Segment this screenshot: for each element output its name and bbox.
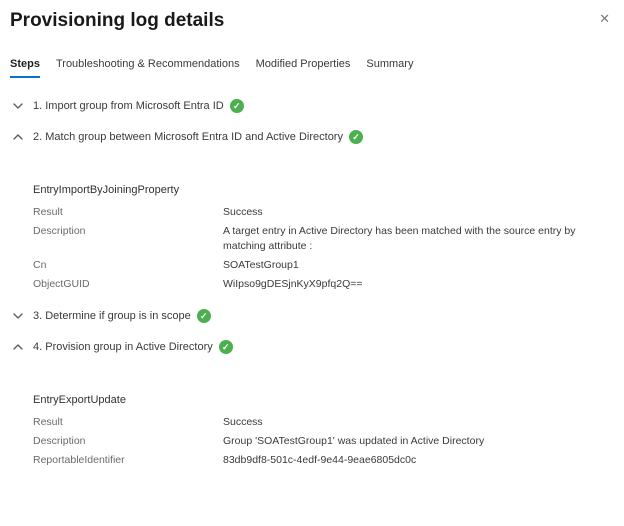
step-label: 4. Provision group in Active Directory xyxy=(33,341,213,353)
detail-row-objectguid xyxy=(33,277,624,292)
step-row-4[interactable] xyxy=(0,339,624,355)
detail-label: ReportableIdentifier xyxy=(33,454,125,466)
step-label: 1. Import group from Microsoft Entra ID xyxy=(33,100,224,112)
detail-label: Result xyxy=(33,416,63,428)
page-title: Provisioning log details xyxy=(10,10,225,31)
chevron-down-icon[interactable] xyxy=(12,310,24,322)
chevron-down-icon[interactable] xyxy=(12,100,24,112)
tab-summary[interactable]: Summary xyxy=(366,58,414,70)
detail-row-description xyxy=(33,434,624,449)
detail-label: ObjectGUID xyxy=(33,278,90,290)
success-check-icon: ✓ xyxy=(349,130,363,144)
success-check-icon: ✓ xyxy=(197,309,211,323)
detail-label: Result xyxy=(33,206,63,218)
detail-value: Group 'SOATestGroup1' was updated in Active Directory xyxy=(223,435,485,447)
tab-steps[interactable]: Steps xyxy=(10,58,40,78)
step-4-detail xyxy=(33,393,624,468)
detail-heading: EntryExportUpdate xyxy=(33,394,126,406)
chevron-up-icon[interactable] xyxy=(12,131,24,143)
panel-header xyxy=(0,0,624,33)
detail-value: SOATestGroup1 xyxy=(223,259,299,271)
step-label: 2. Match group between Microsoft Entra ID and Active Directory xyxy=(33,131,343,143)
detail-value: A target entry in Active Directory has been matched with the source entry by matching attribute : xyxy=(223,225,576,252)
step-label: 3. Determine if group is in scope xyxy=(33,310,191,322)
tab-troubleshooting-recommendations[interactable]: Troubleshooting & Recommendations xyxy=(55,58,240,70)
success-check-icon: ✓ xyxy=(230,99,244,113)
chevron-up-icon[interactable] xyxy=(12,341,24,353)
detail-row-cn xyxy=(33,258,624,273)
step-row-1[interactable] xyxy=(0,98,624,114)
step-row-3[interactable] xyxy=(0,308,624,324)
tab-modified-properties[interactable]: Modified Properties xyxy=(255,58,351,70)
detail-heading: EntryImportByJoiningProperty xyxy=(33,184,180,196)
detail-value: Success xyxy=(223,416,263,428)
detail-row-description xyxy=(33,224,624,254)
detail-row-reportableidentifier xyxy=(33,453,624,468)
success-check-icon: ✓ xyxy=(219,340,233,354)
step-row-2[interactable] xyxy=(0,129,624,145)
step-2-detail xyxy=(33,183,624,292)
close-icon[interactable]: ✕ xyxy=(599,11,610,26)
detail-value: 83db9df8-501c-4edf-9e44-9eae6805dc0c xyxy=(223,454,417,466)
detail-label: Description xyxy=(33,435,86,447)
detail-value: Success xyxy=(223,206,263,218)
detail-label: Cn xyxy=(33,259,47,271)
detail-row-result xyxy=(33,205,624,220)
steps-list xyxy=(0,98,624,468)
detail-value: WiIpso9gDESjnKyX9pfq2Q== xyxy=(223,278,363,290)
detail-label: Description xyxy=(33,225,86,237)
detail-row-result xyxy=(33,415,624,430)
tab-bar xyxy=(10,58,624,78)
